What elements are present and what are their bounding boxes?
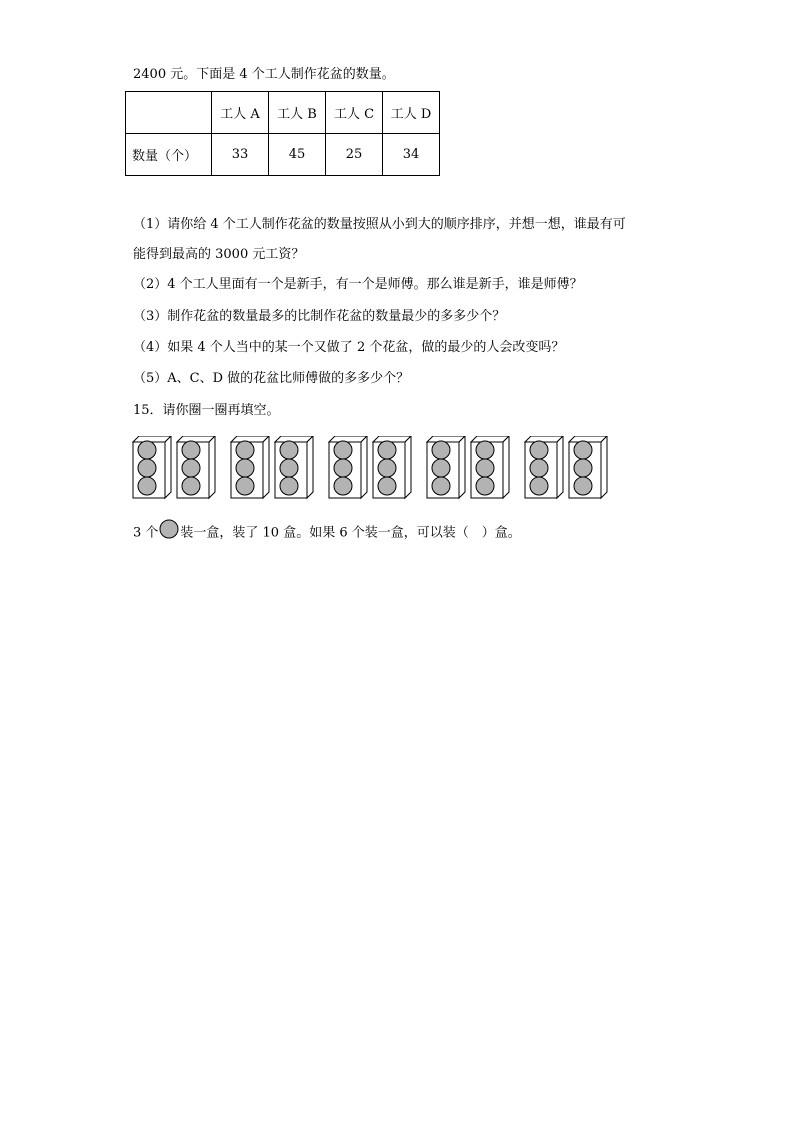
ball xyxy=(280,459,298,477)
ball xyxy=(280,441,298,459)
ball xyxy=(574,441,592,459)
ball xyxy=(236,441,254,459)
ball xyxy=(574,477,592,495)
ball xyxy=(378,459,396,477)
ball xyxy=(530,477,548,495)
ball xyxy=(476,477,494,495)
ball-box xyxy=(327,436,369,500)
ball xyxy=(574,459,592,477)
ball-box xyxy=(425,436,467,500)
ball-box xyxy=(175,436,217,500)
ball xyxy=(432,459,450,477)
fill-suffix: 装一盒，装了 10 盒。如果 6 个装一盒，可以装（ ）盒。 xyxy=(180,525,521,541)
fill-prefix: 3 个 xyxy=(133,525,159,541)
ball xyxy=(476,459,494,477)
ball xyxy=(476,441,494,459)
ball-box xyxy=(273,436,315,500)
count-worker-d: 34 xyxy=(383,134,440,176)
ball-icon xyxy=(159,519,179,539)
header-worker-c: 工人 C xyxy=(326,92,383,134)
ball xyxy=(334,441,352,459)
ball-box xyxy=(567,436,609,500)
count-worker-b: 45 xyxy=(269,134,326,176)
ball xyxy=(280,477,298,495)
header-worker-a: 工人 A xyxy=(212,92,269,134)
question-3: （3）制作花盆的数量最多的比制作花盆的数量最少的多多少个？ xyxy=(133,309,506,324)
header-worker-b: 工人 B xyxy=(269,92,326,134)
ball xyxy=(138,441,156,459)
question-5: （5）A、C、D 做的花盆比师傅做的多多少个？ xyxy=(133,371,410,386)
ball xyxy=(236,477,254,495)
ball xyxy=(182,441,200,459)
ball-box xyxy=(229,436,271,500)
ball-box xyxy=(371,436,413,500)
ball xyxy=(378,441,396,459)
ball xyxy=(138,459,156,477)
table-data-row xyxy=(126,134,440,176)
problem-15-title: 15．请你圈一圈再填空。 xyxy=(133,403,280,418)
count-worker-c: 25 xyxy=(326,134,383,176)
intro-text: 2400 元。下面是 4 个工人制作花盆的数量。 xyxy=(133,67,395,82)
header-worker-d: 工人 D xyxy=(383,92,440,134)
question-2: （2）4 个工人里面有一个是新手，有一个是师傅。那么谁是新手，谁是师傅？ xyxy=(133,277,583,292)
ball xyxy=(378,477,396,495)
ball-box xyxy=(131,436,173,500)
ball xyxy=(138,477,156,495)
ball xyxy=(182,459,200,477)
ball xyxy=(334,459,352,477)
ball xyxy=(432,441,450,459)
ball xyxy=(236,459,254,477)
table-header-row xyxy=(126,92,440,134)
ball xyxy=(334,477,352,495)
row-label-count: 数量（个） xyxy=(126,134,212,176)
ball xyxy=(530,459,548,477)
worker-count-table xyxy=(125,91,440,176)
question-4: （4）如果 4 个人当中的某一个又做了 2 个花盆，做的最少的人会改变吗？ xyxy=(133,340,565,355)
ball-box xyxy=(523,436,565,500)
ball-box xyxy=(469,436,511,500)
count-worker-a: 33 xyxy=(212,134,269,176)
ball xyxy=(530,441,548,459)
question-1-line-1: （1）请你给 4 个工人制作花盆的数量按照从小到大的顺序排序，并想一想，谁最有可 xyxy=(133,217,626,232)
ball xyxy=(432,477,450,495)
question-1-line-2: 能得到最高的 3000 元工资？ xyxy=(133,247,305,262)
table-corner-cell xyxy=(126,92,212,134)
problem-15-fill-in xyxy=(133,523,521,543)
ball xyxy=(182,477,200,495)
